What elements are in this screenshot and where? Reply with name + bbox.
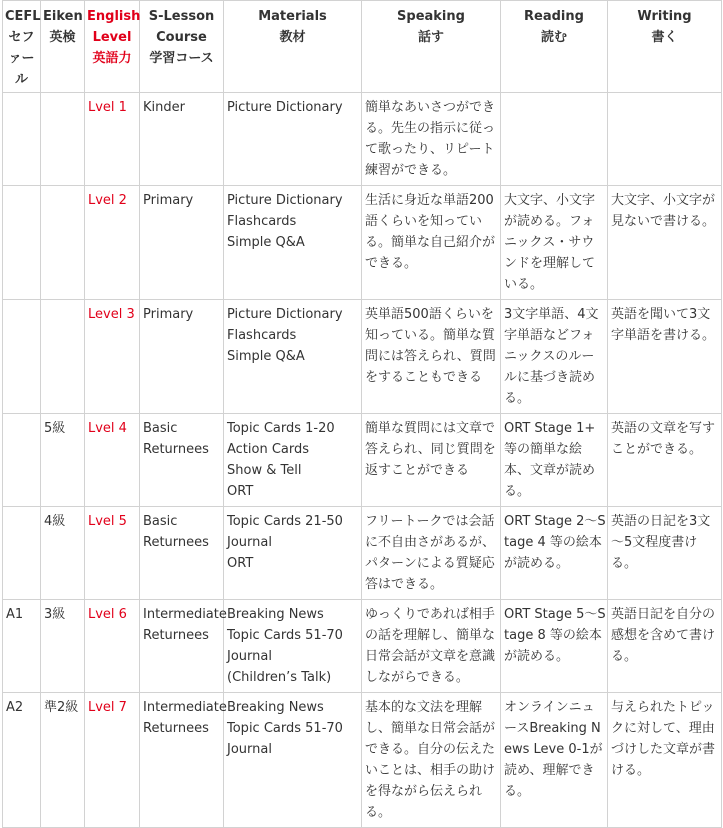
reading-cell: ORT Stage 1+ 等の簡単な絵本、文章が読める。 (501, 414, 608, 507)
reading-cell: オンラインニュースBreaking News Leve 0-1が読め、理解できる。 (501, 693, 608, 828)
level-cell: Lvel 7 (85, 693, 140, 828)
level-cell: Lvel 2 (85, 186, 140, 300)
table-row (3, 414, 722, 507)
materials-cell: Picture Dictionary Flashcards Simple Q&A (224, 300, 362, 414)
speaking-cell: 基本的な文法を理解し、簡単な日常会話ができる。自分の伝えたいことは、相手の助けを得ながら伝えられる。 (362, 693, 501, 828)
header-course: S-Lesson Course 学習コース (140, 1, 224, 93)
eiken-cell (41, 186, 85, 300)
header-cefl: CEFL セフ ァー ル (3, 1, 41, 93)
table-row (3, 186, 722, 300)
writing-cell: 英語日記を自分の感想を含めて書ける。 (608, 600, 722, 693)
speaking-cell: ゆっくりであれば相手の話を理解し、簡単な日常会話が文章を意識しながらできる。 (362, 600, 501, 693)
materials-cell: Breaking News Topic Cards 51-70 Journal (Children’s Talk) (224, 600, 362, 693)
course-cell: Primary (140, 300, 224, 414)
speaking-cell: フリートークでは会話に不自由さがあるが、パターンによる質疑応答はできる。 (362, 507, 501, 600)
reading-cell (501, 93, 608, 186)
level-cell: Level 3 (85, 300, 140, 414)
table-row (3, 300, 722, 414)
table-row (3, 693, 722, 828)
header-english-level: English Level 英語力 (85, 1, 140, 93)
header-speaking: Speaking 話す (362, 1, 501, 93)
table-row (3, 600, 722, 693)
level-cell: Lvel 6 (85, 600, 140, 693)
header-row (3, 1, 722, 93)
speaking-cell: 簡単な質問には文章で答えられ、同じ質問を返すことができる (362, 414, 501, 507)
materials-cell: Breaking News Topic Cards 51-70 Journal (224, 693, 362, 828)
header-reading: Reading 読む (501, 1, 608, 93)
eiken-cell (41, 300, 85, 414)
table-row (3, 507, 722, 600)
writing-cell: 大文字、小文字が見ないで書ける。 (608, 186, 722, 300)
eiken-cell: 準2級 (41, 693, 85, 828)
writing-cell: 与えられたトピックに対して、理由づけした文章が書ける。 (608, 693, 722, 828)
speaking-cell: 簡単なあいさつができる。先生の指示に従って歌ったり、リピート練習ができる。 (362, 93, 501, 186)
eiken-cell (41, 93, 85, 186)
cefl-cell: A1 (3, 600, 41, 693)
reading-cell: ORT Stage 5～Stage 8 等の絵本が読める。 (501, 600, 608, 693)
table-row (3, 93, 722, 186)
cefl-cell: A2 (3, 693, 41, 828)
cefl-cell (3, 93, 41, 186)
writing-cell (608, 93, 722, 186)
cefl-cell (3, 300, 41, 414)
eiken-cell: 5級 (41, 414, 85, 507)
writing-cell: 英語を聞いて3文字単語を書ける。 (608, 300, 722, 414)
header-writing: Writing 書く (608, 1, 722, 93)
level-cell: Lvel 4 (85, 414, 140, 507)
reading-cell: 大文字、小文字が読める。フォニックス・サウンドを理解している。 (501, 186, 608, 300)
materials-cell: Picture Dictionary Flashcards Simple Q&A (224, 186, 362, 300)
course-cell: Primary (140, 186, 224, 300)
reading-cell: 3文字単語、4文字単語などフォニックスのルールに基づき読める。 (501, 300, 608, 414)
writing-cell: 英語の日記を3文～5文程度書ける。 (608, 507, 722, 600)
cefl-cell (3, 414, 41, 507)
materials-cell: Picture Dictionary (224, 93, 362, 186)
speaking-cell: 英単語500語くらいを知っている。簡単な質問には答えられ、質問をすることもできる (362, 300, 501, 414)
course-cell: Kinder (140, 93, 224, 186)
curriculum-table (2, 0, 722, 828)
level-cell: Lvel 1 (85, 93, 140, 186)
course-cell: Basic Returnees (140, 414, 224, 507)
course-cell: Intermediate Returnees (140, 693, 224, 828)
speaking-cell: 生活に身近な単語200語くらいを知っている。簡単な自己紹介ができる。 (362, 186, 501, 300)
level-cell: Lvel 5 (85, 507, 140, 600)
writing-cell: 英語の文章を写すことができる。 (608, 414, 722, 507)
course-cell: Intermediate Returnees (140, 600, 224, 693)
eiken-cell: 3級 (41, 600, 85, 693)
eiken-cell: 4級 (41, 507, 85, 600)
materials-cell: Topic Cards 1-20 Action Cards Show & Tell ORT (224, 414, 362, 507)
header-eiken: Eiken 英検 (41, 1, 85, 93)
course-cell: Basic Returnees (140, 507, 224, 600)
reading-cell: ORT Stage 2～Stage 4 等の絵本が読める。 (501, 507, 608, 600)
cefl-cell (3, 186, 41, 300)
cefl-cell (3, 507, 41, 600)
header-materials: Materials 教材 (224, 1, 362, 93)
materials-cell: Topic Cards 21-50 Journal ORT (224, 507, 362, 600)
